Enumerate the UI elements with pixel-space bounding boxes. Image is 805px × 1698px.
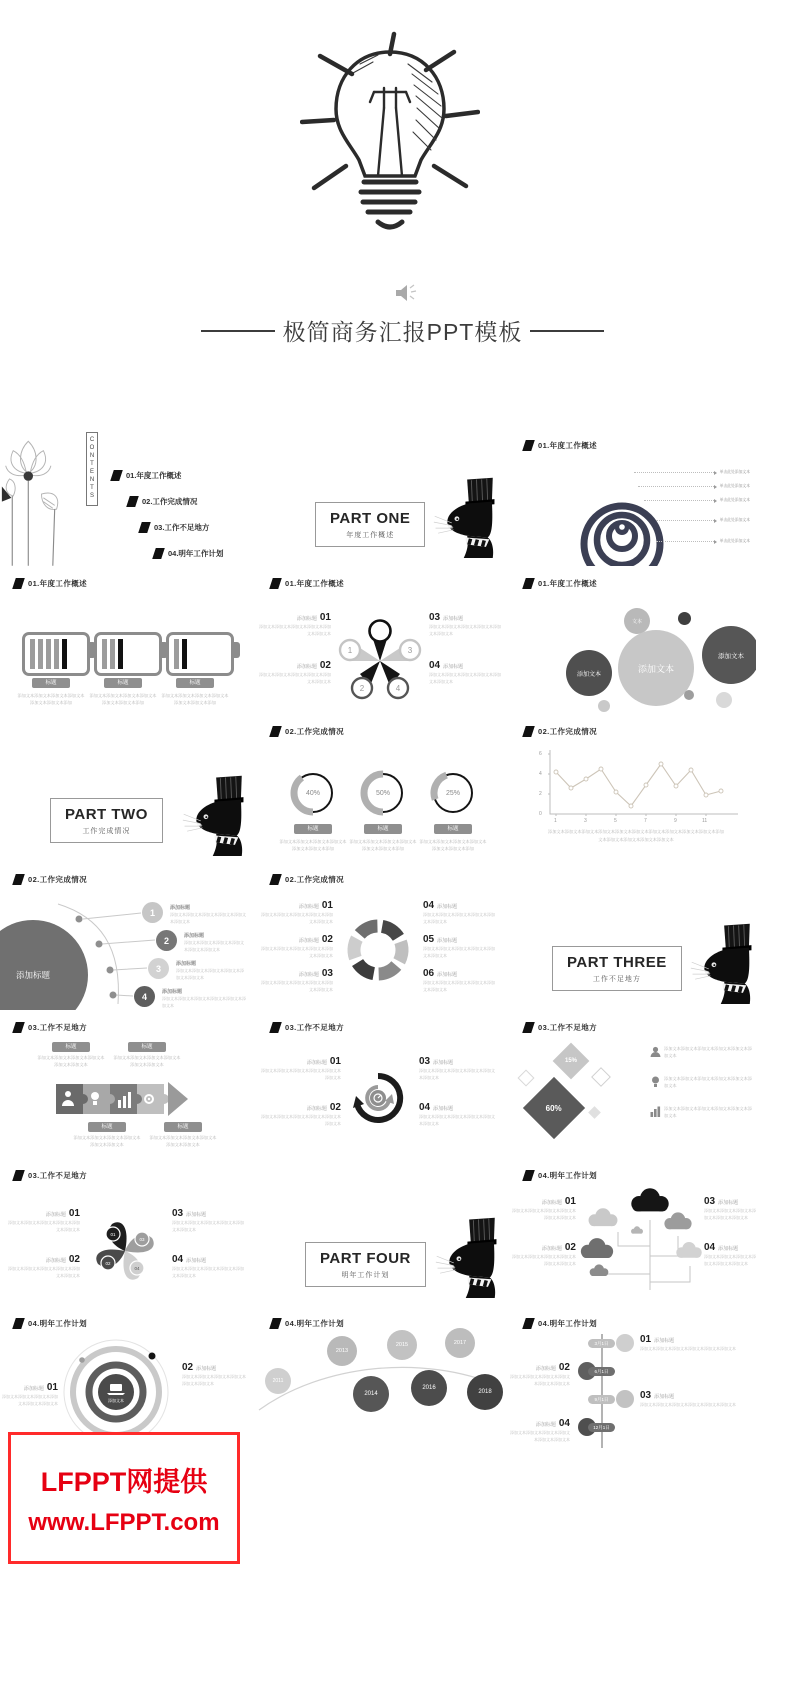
diamond-large: 60% [523,1077,585,1139]
list-item: 06 添加标题 添加文本添加文本添加文本添加文本添加文本添加文本 [423,968,495,992]
date-pill: 3月1日 [588,1339,615,1348]
arrow-icon [714,519,717,523]
title-dash-left [201,330,275,332]
slide-header: 04.明年工作计划 [524,1318,597,1329]
bullet-icon [269,726,282,737]
part-title-box: PART FOUR 明年工作计划 [305,1242,426,1287]
contents-item-1: 01.年度工作概述 [112,470,181,481]
arrow-icon [714,471,717,475]
svg-text:2: 2 [359,684,365,693]
cat-illustration [690,914,756,1010]
page-title: 极简商务汇报PPT模板 [282,319,523,345]
slide-header: 04.明年工作计划 [271,1318,344,1329]
bullet-icon [522,1170,535,1181]
label-pill: 标题 [434,824,472,834]
bullet-icon [110,470,123,481]
circular-arrows-icon [350,1070,406,1126]
bullet-icon [126,496,139,507]
body-text: 添加文本添加文本添加文本添加文本添加文本添加文本 [149,1135,217,1148]
list-item: 添加标题 02 添加文本添加文本添加文本添加文本添加文本添加文本 [261,934,333,958]
step-circle: 3 [148,958,169,979]
diamond-accent [518,1070,535,1087]
bubble-dot [716,692,732,708]
year-circle: 2011 [265,1368,291,1394]
list-item: 04 添加标题 添加文本添加文本添加文本添加文本添加文本添加文本 [172,1254,244,1278]
y-tick: 0 [539,811,542,817]
label-pill: 标题 [32,678,70,688]
y-tick: 6 [539,751,542,757]
slide-contents [0,418,250,566]
x-tick: 1 [554,818,557,824]
slide-header: 01.年度工作概述 [524,440,597,451]
cloud-icon [581,1238,613,1258]
list-item: 添加标题 02 添加文本添加文本添加文本添加文本添加文本添加文本 [259,660,331,684]
year-circle: 2018 [467,1374,503,1410]
slide-line-chart [506,714,756,862]
slide-circular-arrows [253,1010,503,1158]
list-item: 05 添加标题 添加文本添加文本添加文本添加文本添加文本添加文本 [423,934,495,958]
label-pill: 标题 [164,1122,202,1132]
slide-petals [253,566,503,714]
body-text: 添加文本添加文本添加文本添加文本添加文本添加文本添加 [419,839,487,852]
label-pill: 标题 [364,824,402,834]
list-item: 添加标题 01 添加文本添加文本添加文本添加文本添加文本添加文本 [8,1208,80,1232]
slide-big-circle [0,862,250,1010]
cat-illustration [435,1208,503,1306]
list-item: 03 添加标题 添加文本添加文本添加文本添加文本添加文本添加文本 [704,1196,756,1220]
slide-part-one [253,418,503,566]
body-text: 添加文本添加文本添加文本添加文本添加文本添加文本添加 [17,693,85,706]
bubble: 添加文本 [618,630,694,706]
year-circle: 2015 [387,1330,417,1360]
step-circle: 2 [156,930,177,951]
cloud-icon [590,1264,609,1276]
list-item: 04 添加标题 添加文本添加文本添加文本添加文本添加文本添加文本 [704,1242,756,1266]
bullet-icon [269,1022,282,1033]
donut-value: 50% [375,789,390,797]
slide-vertical-timeline [506,1306,756,1454]
list-item: 添加标题 01 添加文本添加文本添加文本添加文本添加文本添加文本 [261,900,333,924]
pinwheel-diagram [88,1214,162,1288]
body-text: 添加文本添加文本添加文本添加文本添加文本添加文本添加 [349,839,417,852]
person-icon [650,1046,661,1057]
body-text: 添加文本添加文本添加文本添加文本添加文本添加文本 [73,1135,141,1148]
cat-illustration [182,766,250,862]
main-title-row [0,314,805,347]
step-circle: 4 [134,986,155,1007]
slide-header: 01.年度工作概述 [14,578,87,589]
list-item: 添加标题 添加文本添加文本添加文本添加文本添加文本添加文本 [162,989,246,1008]
battery-icon-1 [22,632,90,676]
svg-text:04: 04 [134,1266,140,1271]
leader-line: 单击此处添加文本 [638,484,750,489]
bulb-icon [650,1076,661,1087]
list-item: 添加标题 01 添加文本添加文本添加文本添加文本添加文本添加文本 [261,1056,341,1080]
bubble: 添加文本 [566,650,612,696]
bubble: 文本 [624,608,650,634]
label-pill: 标题 [294,824,332,834]
svg-text:03: 03 [139,1237,145,1242]
cloud-icon [676,1242,702,1258]
date-pill: 12月1日 [588,1423,615,1432]
main-circle: 添加标题 [0,920,88,1010]
slide-curve-timeline [253,1306,503,1454]
label-pill: 标题 [104,678,142,688]
bullet-icon [138,522,151,533]
battery-icon-2 [94,632,162,676]
part-title-box: PART TWO 工作完成情况 [50,798,163,843]
slide-donut-rings [253,714,503,862]
part-title-box: PART ONE 年度工作概述 [315,502,425,547]
bullet-icon [522,578,535,589]
slide-header: 04.明年工作计划 [524,1170,597,1181]
body-text: 添加文本添加文本添加文本添加文本添加文本添加文本添加 [279,839,347,852]
body-text: 添加文本添加文本添加文本添加文本添加文本添加文本添加 [161,693,229,706]
step-circle: 1 [142,902,163,923]
arrow-icon [714,540,717,544]
x-tick: 7 [644,818,647,824]
lotus-art [0,424,66,566]
y-tick: 2 [539,791,542,797]
contents-vertical-label: CONTENTS [86,432,98,506]
cloud-diagram [578,1186,708,1302]
bubble: 添加文本 [702,626,756,684]
slide-bubbles [506,566,756,714]
label-pill: 标题 [176,678,214,688]
svg-text:1: 1 [347,646,353,655]
timeline-dot [616,1390,634,1408]
leader-line: 单击此处添加文本 [656,539,750,544]
list-item: 添加标题 02 添加文本添加文本添加文本添加文本添加文本添加文本 [261,1102,341,1126]
body-text: 添加文本添加文本添加文本添加文本添加文本添加文本 [113,1055,181,1068]
list-item: 添加标题 添加文本添加文本添加文本添加文本添加文本添加文本 [176,961,244,980]
list-item: 添加标题 01 添加文本添加文本添加文本添加文本添加文本添加文本 [2,1382,58,1406]
slide-part-four [253,1158,503,1306]
list-item: 添加标题 添加文本添加文本添加文本添加文本添加文本添加文本 [184,933,244,952]
list-item: 03 添加标题 添加文本添加文本添加文本添加文本添加文本添加文本 [640,1390,736,1407]
slide-header: 03.工作不足地方 [14,1170,87,1181]
arrow-icon [714,485,717,489]
slide-donut-segments [253,862,503,1010]
spiral-icon [572,494,672,566]
list-item: 03 添加标题 添加文本添加文本添加文本添加文本添加文本添加文本 [429,612,501,636]
cloud-icon [631,1188,668,1211]
x-tick: 11 [702,818,708,824]
list-item: 03 添加标题 添加文本添加文本添加文本添加文本添加文本添加文本 [172,1208,244,1232]
year-circle: 2016 [411,1370,447,1406]
date-pill: 9月1日 [588,1395,615,1404]
slide-header: 03.工作不足地方 [524,1022,597,1033]
timeline-dot [616,1334,634,1352]
svg-text:02: 02 [105,1261,111,1266]
chart-icon [650,1106,661,1117]
svg-text:4: 4 [395,684,401,693]
cat-illustration [433,468,503,566]
slide-header: 03.工作不足地方 [14,1022,87,1033]
slide-header: 04.明年工作计划 [14,1318,87,1329]
cloud-icon [589,1208,618,1226]
cloud-icon [664,1212,691,1229]
diamond-accent [591,1067,611,1087]
list-item: 03 添加标题 添加文本添加文本添加文本添加文本添加文本添加文本 [419,1056,495,1080]
body-text: 添加文本添加文本添加文本添加文本添加文本添加文本添加 [89,693,157,706]
slide-header: 02.工作完成情况 [271,874,344,885]
lightbulb-sketch [300,30,480,288]
slide-diamonds [506,1010,756,1158]
title-dash-right [530,330,604,332]
segmented-donut-chart [346,918,410,982]
slide-part-three [506,862,756,1010]
bubble-dot [684,690,694,700]
bullet-icon [522,1318,535,1329]
bubble-dot [678,612,691,625]
cloud-icon [631,1226,643,1233]
donut-value: 40% [305,789,320,797]
y-tick: 4 [539,771,542,777]
label-pill: 标题 [52,1042,90,1052]
watermark-url: www.LFPPT.com [28,1508,220,1536]
list-item: 添加标题 01 添加文本添加文本添加文本添加文本添加文本添加文本 [259,612,331,636]
slide-overview-spiral [506,418,756,566]
leader-line: 单击此处添加文本 [656,518,750,523]
battery-icon-3 [166,632,234,676]
slide-header: 01.年度工作概述 [271,578,344,589]
donut-value: 25% [445,789,460,797]
watermark-box [8,1432,240,1564]
bullet-icon [12,1318,25,1329]
slide-pinwheel [0,1158,250,1306]
bullet-icon [522,440,535,451]
watermark-provider: LFPPT网提供 [40,1466,208,1497]
list-item: 添加标题 03 添加文本添加文本添加文本添加文本添加文本添加文本 [261,968,333,992]
list-item: 添加标题 02 添加文本添加文本添加文本添加文本添加文本添加文本 [510,1362,570,1386]
x-tick: 9 [674,818,677,824]
bullet-icon [152,548,165,559]
year-circle: 2014 [353,1376,389,1412]
label-pill: 标题 [88,1122,126,1132]
leader-line: 单击此处添加文本 [644,498,750,503]
list-item: 添加标题 添加文本添加文本添加文本添加文本添加文本添加文本 [170,905,246,924]
list-item: 02 添加标题 添加文本添加文本添加文本添加文本添加文本添加文本 [182,1362,246,1386]
slide-header: 02.工作完成情况 [524,726,597,737]
body-text: 添加文本添加文本添加文本添加文本添加文本添加文本 [664,1046,752,1059]
bullet-icon [269,578,282,589]
list-item: 01 添加标题 添加文本添加文本添加文本添加文本添加文本添加文本 [640,1334,736,1351]
diamond-accent [588,1106,601,1119]
bullet-icon [12,1022,25,1033]
year-circle: 2013 [327,1336,357,1366]
list-item: 04 添加标题 添加文本添加文本添加文本添加文本添加文本添加文本 [429,660,501,684]
part-title-box: PART THREE 工作不足地方 [552,946,682,991]
leader-line: 单击此处添加文本 [634,470,750,475]
year-circle: 2017 [445,1328,475,1358]
bullet-icon [522,1022,535,1033]
body-text: 添加文本添加文本添加文本添加文本添加文本添加文本 [37,1055,105,1068]
bullet-icon [269,874,282,885]
list-item: 添加标题 01 添加文本添加文本添加文本添加文本添加文本添加文本 [512,1196,576,1220]
list-item: 04 添加标题 添加文本添加文本添加文本添加文本添加文本添加文本 [419,1102,495,1126]
chart-caption: 添加文本添加文本添加文本添加文本添加文本添加文本添加文本添加文本添加文本添加文本添加文本添加文本添加文本添加文本添加文本 [548,829,724,842]
slide-puzzle-arrow [0,1010,250,1158]
slide-header: 03.工作不足地方 [271,1022,344,1033]
date-pill: 6月1日 [588,1367,615,1376]
x-tick: 5 [614,818,617,824]
slide-part-two [0,714,250,862]
svg-text:添加文本: 添加文本 [108,1398,124,1403]
svg-text:01: 01 [110,1232,116,1237]
bullet-icon [12,578,25,589]
list-item: 04 添加标题 添加文本添加文本添加文本添加文本添加文本添加文本 [423,900,495,924]
list-item: 添加标题 02 添加文本添加文本添加文本添加文本添加文本添加文本 [512,1242,576,1266]
contents-item-4: 04.明年工作计划 [154,548,223,559]
slide-header: 02.工作完成情况 [14,874,87,885]
slide-header: 02.工作完成情况 [271,726,344,737]
slide-batteries [0,566,250,714]
bullet-icon [12,1170,25,1181]
contents-item-3: 03.工作不足地方 [140,522,209,533]
slide-clouds [506,1158,756,1306]
list-item: 添加标题 02 添加文本添加文本添加文本添加文本添加文本添加文本 [8,1254,80,1278]
diamond-small: 15% [553,1043,590,1080]
contents-item-2: 02.工作完成情况 [128,496,197,507]
petal-diagram [335,616,425,708]
bubble-dot [598,700,610,712]
svg-text:3: 3 [407,646,413,655]
slide-header: 01.年度工作概述 [524,578,597,589]
body-text: 添加文本添加文本添加文本添加文本添加文本添加文本 [664,1106,752,1119]
body-text: 添加文本添加文本添加文本添加文本添加文本添加文本 [664,1076,752,1089]
list-item: 添加标题 04 添加文本添加文本添加文本添加文本添加文本添加文本 [510,1418,570,1442]
label-pill: 标题 [128,1042,166,1052]
x-tick: 3 [584,818,587,824]
puzzle-arrow [56,1082,196,1116]
arrow-icon [714,499,717,503]
speaker-icon [396,284,418,302]
